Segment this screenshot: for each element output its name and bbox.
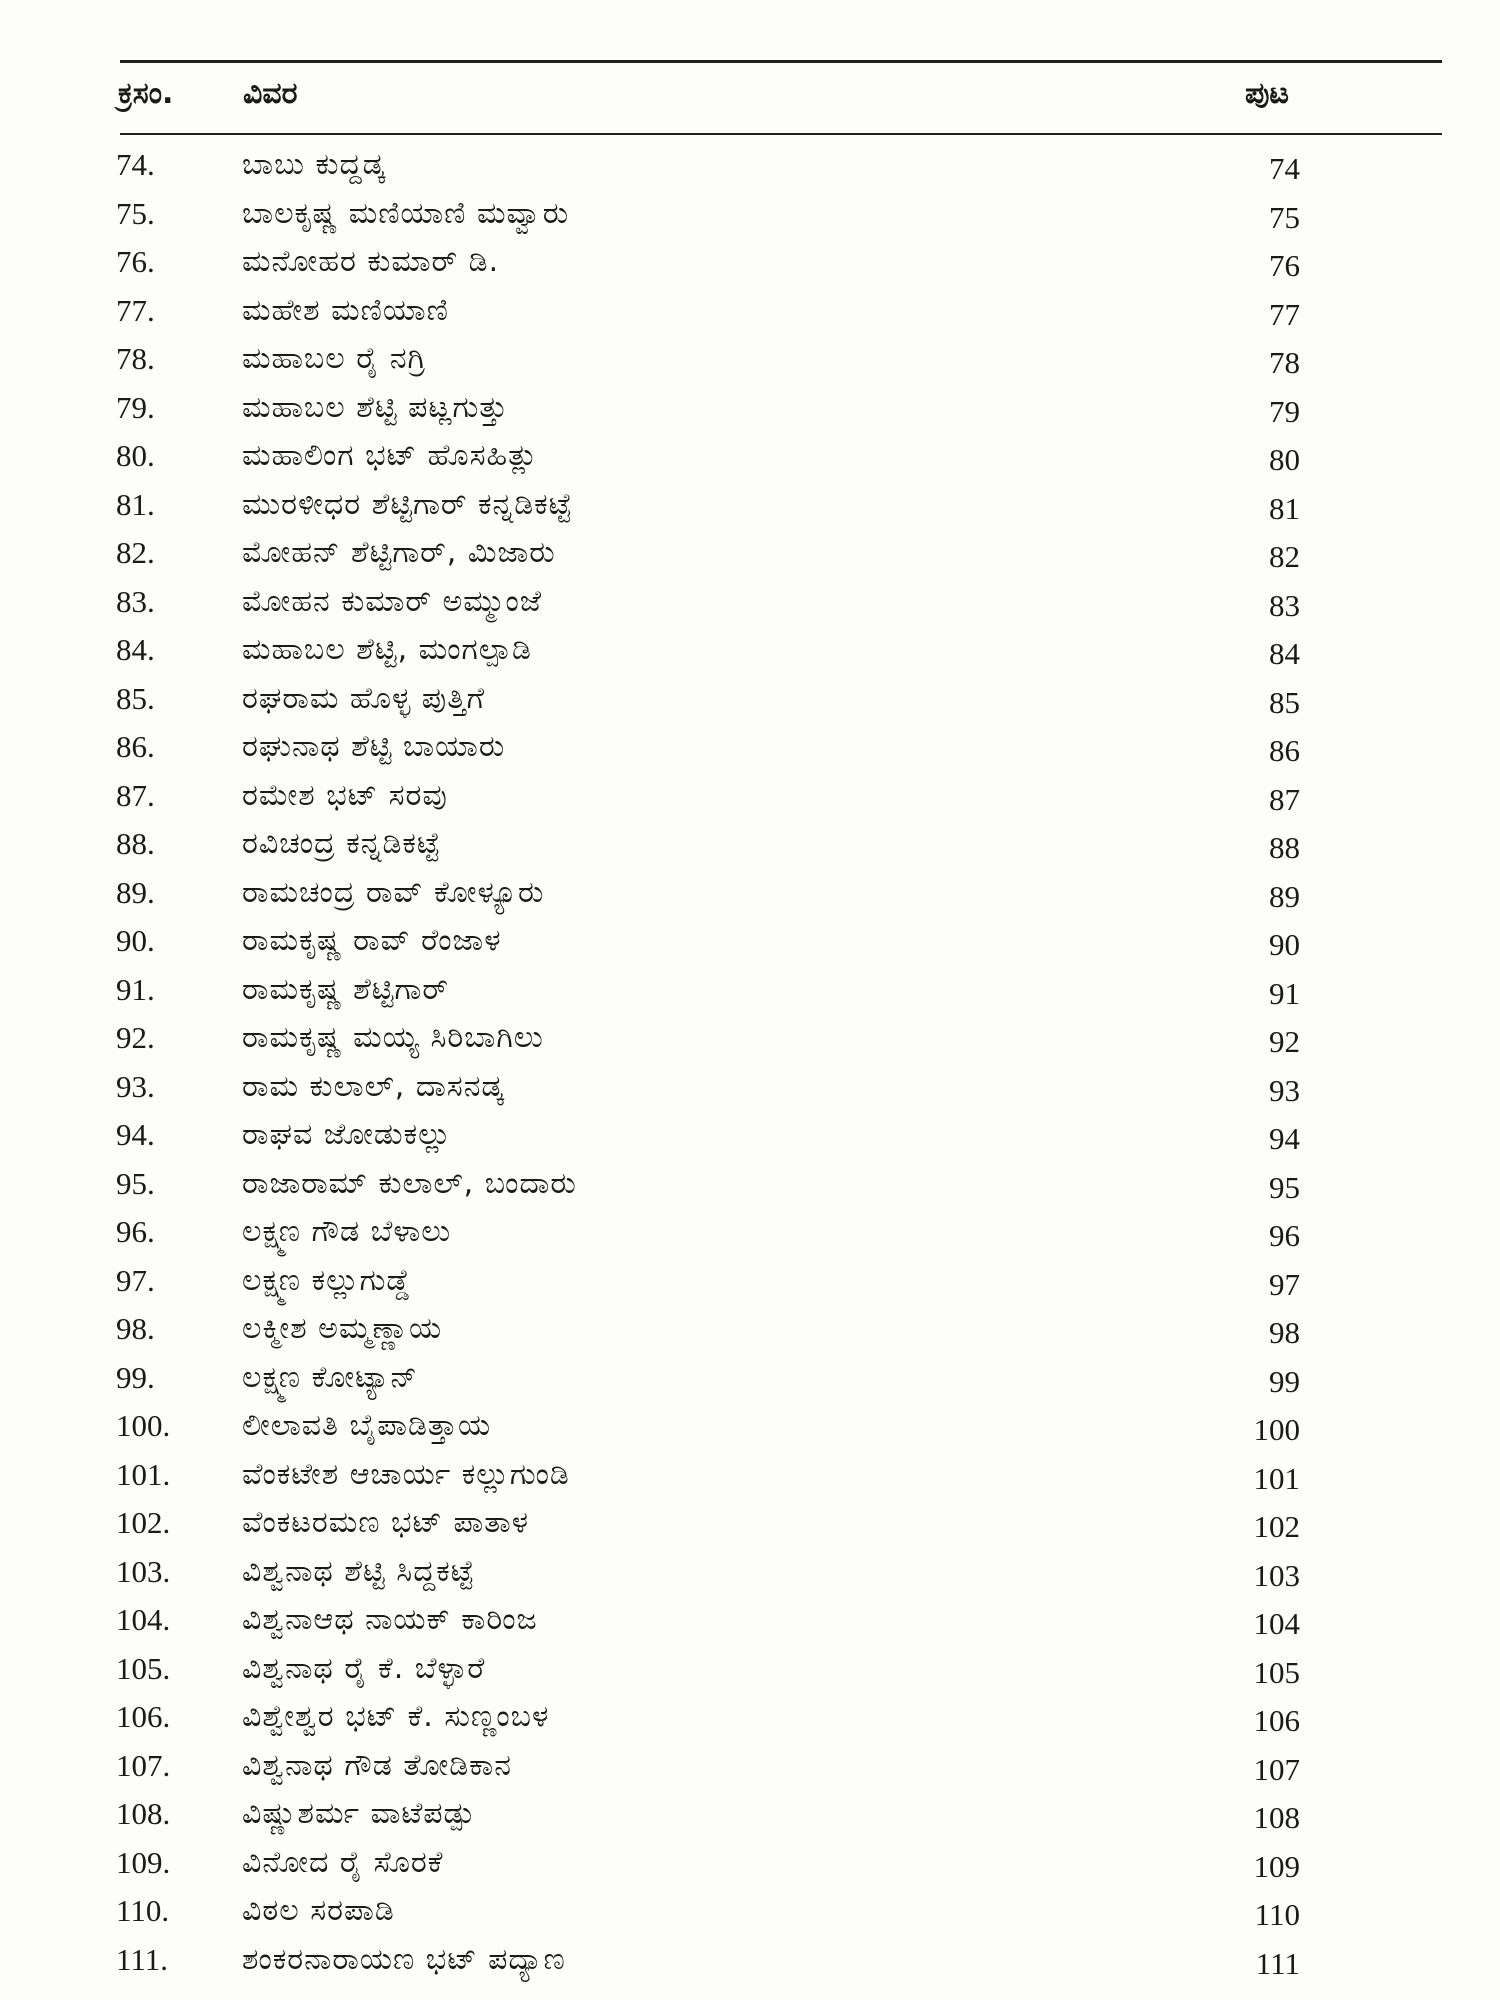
row-serial-number: 84. — [116, 632, 155, 667]
row-page-number: 78 — [1269, 345, 1300, 380]
row-page-number: 91 — [1269, 975, 1300, 1011]
row-page-number: 106 — [1253, 1703, 1300, 1738]
table-row — [0, 194, 1500, 243]
row-serial-number: 85. — [116, 680, 155, 716]
row-description: ವೆಂಕಟರಮಣ ಭಟ್ ಪಾತಾಳ — [242, 1505, 530, 1540]
table-row — [0, 679, 1500, 728]
row-page-number: 81 — [1269, 490, 1300, 526]
row-page-number: 99 — [1269, 1363, 1300, 1399]
row-serial-number: 86. — [116, 729, 155, 764]
row-serial-number: 94. — [116, 1117, 155, 1152]
header-serial-number: ಕ್ರಸಂ. — [118, 76, 174, 111]
row-description: ರಘರಾಮ ಹೊಳ್ಳ ಪುತ್ತಿಗೆ — [242, 680, 486, 716]
table-row — [0, 242, 1500, 291]
table-row — [0, 727, 1500, 776]
table-row — [0, 1794, 1500, 1843]
row-page-number: 111 — [1255, 1945, 1300, 1981]
table-row — [0, 291, 1500, 340]
row-description: ರಾಮ ಕುಲಾಲ್, ದಾಸನಡ್ಕ — [242, 1068, 505, 1104]
table-row — [0, 824, 1500, 873]
row-description: ರಾಮಕೃಷ್ಣ ಶೆಟ್ಟಿಗಾರ್ — [242, 971, 449, 1007]
row-description: ರಘುನಾಥ ಶೆಟ್ಟಿ ಬಾಯಾರು — [242, 729, 506, 764]
table-row — [0, 921, 1500, 970]
row-description: ವಿಶ್ವನಾಥ ಶೆಟ್ಟಿ ಸಿದ್ದಕಟ್ಟೆ — [242, 1553, 475, 1589]
row-serial-number: 81. — [116, 486, 155, 522]
table-row — [0, 1503, 1500, 1552]
row-serial-number: 93. — [116, 1068, 155, 1104]
row-page-number: 110 — [1254, 1897, 1300, 1932]
header-description: ವಿವರ — [243, 76, 298, 111]
row-serial-number: 97. — [116, 1262, 155, 1298]
row-page-number: 96 — [1269, 1218, 1300, 1253]
row-serial-number: 108. — [116, 1796, 171, 1831]
row-description: ಶಂಕರನಾರಾಯಣ ಭಟ್ ಪದ್ಯಾಣ — [242, 1941, 566, 1977]
row-page-number: 105 — [1253, 1654, 1300, 1690]
row-description: ಲೀಲಾವತಿ ಬೈಪಾಡಿತ್ತಾಯ — [242, 1408, 492, 1443]
row-page-number: 102 — [1253, 1509, 1300, 1544]
row-description: ಬಾಬು ಕುದ್ದಡ್ಕ — [242, 147, 386, 182]
row-page-number: 108 — [1253, 1800, 1300, 1835]
table-row — [0, 1455, 1500, 1504]
row-serial-number: 105. — [116, 1650, 171, 1686]
table-row — [0, 1940, 1500, 1989]
row-description: ವಿಶ್ವನಾಆಥ ನಾಯಕ್ ಕಾರಿಂಜ — [242, 1602, 538, 1637]
row-page-number: 84 — [1269, 636, 1300, 671]
row-page-number: 97 — [1269, 1266, 1300, 1302]
row-description: ಬಾಲಕೃಷ್ಣ ಮಣಿಯಾಣಿ ಮವ್ವಾರು — [242, 195, 570, 231]
row-page-number: 83 — [1269, 587, 1300, 623]
row-description: ಮುರಳೀಧರ ಶೆಟ್ಟಿಗಾರ್ ಕನ್ನಡಿಕಟ್ಟೆ — [242, 486, 573, 522]
row-description: ಮಹಾಲಿಂಗ ಭಟ್ ಹೊಸಹಿತ್ಲು — [242, 438, 539, 473]
table-row — [0, 1115, 1500, 1164]
table-row — [0, 1212, 1500, 1261]
table-row — [0, 1843, 1500, 1892]
row-description: ಮಹಾಬಲ ಶೆಟ್ಟಿ ಪಟ್ಲಗುತ್ತು — [242, 389, 509, 425]
table-body — [0, 145, 1500, 1988]
row-page-number: 101 — [1253, 1460, 1300, 1496]
row-serial-number: 98. — [116, 1311, 155, 1346]
row-description: ವಿಶ್ವನಾಥ ರೈ ಕೆ. ಬೆಳ್ಳಾರೆ — [242, 1650, 486, 1686]
row-page-number: 74 — [1269, 151, 1300, 186]
table-row — [0, 1261, 1500, 1310]
table-row — [0, 339, 1500, 388]
row-serial-number: 102. — [116, 1505, 171, 1540]
table-row — [0, 1067, 1500, 1116]
row-page-number: 104 — [1253, 1606, 1300, 1641]
row-serial-number: 103. — [116, 1553, 171, 1589]
row-page-number: 94 — [1269, 1121, 1300, 1156]
row-serial-number: 88. — [116, 826, 155, 861]
table-row — [0, 1649, 1500, 1698]
row-description: ಮಹೇಶ ಮಣಿಯಾಣಿ — [242, 292, 449, 328]
row-description: ಮಹಾಬಲ ಶೆಟ್ಟಿ, ಮಂಗಲ್ಪಾಡಿ — [242, 632, 532, 667]
row-page-number: 85 — [1269, 684, 1300, 720]
row-serial-number: 104. — [116, 1602, 171, 1637]
row-serial-number: 76. — [116, 244, 155, 279]
row-page-number: 93 — [1269, 1072, 1300, 1108]
row-page-number: 77 — [1269, 296, 1300, 332]
row-serial-number: 90. — [116, 923, 155, 958]
table-row — [0, 1552, 1500, 1601]
table-row — [0, 1746, 1500, 1795]
table-row — [0, 1600, 1500, 1649]
row-description: ಮಹಾಬಲ ರೈ ನಗ್ರಿ — [242, 341, 427, 376]
row-serial-number: 80. — [116, 438, 155, 473]
row-serial-number: 96. — [116, 1214, 155, 1249]
row-serial-number: 82. — [116, 535, 155, 570]
row-page-number: 79 — [1269, 393, 1300, 429]
row-page-number: 100 — [1253, 1412, 1300, 1447]
row-description: ಮನೋಹರ ಕುಮಾರ್ ಡಿ. — [242, 244, 500, 279]
row-description: ರಮೇಶ ಭಟ್ ಸರವು — [242, 777, 448, 813]
row-description: ರಾಜಾರಾಮ್ ಕುಲಾಲ್, ಬಂದಾರು — [242, 1165, 577, 1201]
table-row — [0, 1697, 1500, 1746]
row-page-number: 107 — [1253, 1751, 1300, 1787]
row-page-number: 82 — [1269, 539, 1300, 574]
table-row — [0, 1406, 1500, 1455]
row-serial-number: 106. — [116, 1699, 171, 1734]
table-row — [0, 873, 1500, 922]
table-row — [0, 1309, 1500, 1358]
row-page-number: 109 — [1253, 1848, 1300, 1884]
row-description: ಮೋಹನ್ ಶೆಟ್ಟಿಗಾರ್, ಮಿಜಾರು — [242, 535, 556, 570]
row-serial-number: 78. — [116, 341, 155, 376]
row-page-number: 103 — [1253, 1557, 1300, 1593]
table-row — [0, 436, 1500, 485]
row-description: ಲಕ್ಮೀಶ ಅಮ್ಮಣ್ಣಾಯ — [242, 1311, 443, 1346]
row-description: ಮೋಹನ ಕುಮಾರ್ ಅಮ್ಮುಂಜೆ — [242, 583, 543, 619]
row-description: ವಿಶ್ವೇಶ್ವರ ಭಟ್ ಕೆ. ಸುಣ್ಣಂಬಳ — [242, 1699, 550, 1734]
row-description: ರಾಮಕೃಷ್ಣ ರಾವ್ ರೆಂಜಾಳ — [242, 923, 502, 958]
row-serial-number: 87. — [116, 777, 155, 813]
table-row — [0, 630, 1500, 679]
row-page-number: 75 — [1269, 199, 1300, 235]
row-page-number: 90 — [1269, 927, 1300, 962]
table-header — [0, 72, 1500, 122]
row-description: ವಿಠಲ ಸರಪಾಡಿ — [242, 1893, 395, 1928]
row-description: ವಿಶ್ವನಾಥ ಗೌಡ ತೋಡಿಕಾನ — [242, 1747, 512, 1783]
row-page-number: 88 — [1269, 830, 1300, 865]
row-page-number: 89 — [1269, 878, 1300, 914]
row-serial-number: 91. — [116, 971, 155, 1007]
row-serial-number: 77. — [116, 292, 155, 328]
table-row — [0, 970, 1500, 1019]
table-row — [0, 776, 1500, 825]
row-serial-number: 111. — [116, 1941, 168, 1977]
table-row — [0, 1891, 1500, 1940]
table-row — [0, 1018, 1500, 1067]
row-serial-number: 101. — [116, 1456, 171, 1492]
row-description: ವೆಂಕಟೇಶ ಆಚಾರ್ಯ ಕಲ್ಲುಗುಂಡಿ — [242, 1456, 570, 1492]
row-serial-number: 83. — [116, 583, 155, 619]
table-row — [0, 485, 1500, 534]
row-description: ವಿನೋದ ರೈ ಸೊರಕೆ — [242, 1844, 444, 1880]
table-row — [0, 1164, 1500, 1213]
top-rule — [120, 60, 1442, 63]
row-description: ಲಕ್ಷ್ಮಣ ಕಲ್ಲುಗುಡ್ಡೆ — [242, 1262, 412, 1298]
table-row — [0, 145, 1500, 194]
row-page-number: 87 — [1269, 781, 1300, 817]
row-serial-number: 100. — [116, 1408, 171, 1443]
table-row — [0, 533, 1500, 582]
header-rule — [120, 133, 1442, 135]
row-serial-number: 107. — [116, 1747, 171, 1783]
row-serial-number: 89. — [116, 874, 155, 910]
row-description: ಲಕ್ಷ್ಮಣ ಕೋಟ್ಯಾನ್ — [242, 1359, 418, 1395]
row-page-number: 76 — [1269, 248, 1300, 283]
row-serial-number: 95. — [116, 1165, 155, 1201]
row-serial-number: 92. — [116, 1020, 155, 1055]
row-description: ಲಕ್ಷ್ಮಣ ಗೌಡ ಬೆಳಾಲು — [242, 1214, 452, 1249]
row-page-number: 86 — [1269, 733, 1300, 768]
row-page-number: 98 — [1269, 1315, 1300, 1350]
row-serial-number: 79. — [116, 389, 155, 425]
row-description: ರಾಮಕೃಷ್ಣ ಮಯ್ಯ ಸಿರಿಬಾಗಿಲು — [242, 1020, 544, 1055]
row-page-number: 80 — [1269, 442, 1300, 477]
table-row — [0, 388, 1500, 437]
row-page-number: 95 — [1269, 1169, 1300, 1205]
row-page-number: 92 — [1269, 1024, 1300, 1059]
row-serial-number: 110. — [116, 1893, 170, 1928]
row-serial-number: 74. — [116, 147, 155, 182]
row-serial-number: 99. — [116, 1359, 155, 1395]
row-description: ರಾಘವ ಜೋಡುಕಲ್ಲು — [242, 1117, 452, 1152]
row-description: ರಾಮಚಂದ್ರ ರಾವ್ ಕೋಳ್ಯೂರು — [242, 874, 545, 910]
row-serial-number: 75. — [116, 195, 155, 231]
header-page: ಪುಟ — [1245, 76, 1290, 111]
table-row — [0, 582, 1500, 631]
row-description: ವಿಷ್ಣುಶರ್ಮ ವಾಟೆಪಡ್ಪು — [242, 1796, 476, 1831]
row-description: ರವಿಚಂದ್ರ ಕನ್ನಡಿಕಟ್ಟೆ — [242, 826, 441, 861]
row-serial-number: 109. — [116, 1844, 171, 1880]
table-row — [0, 1358, 1500, 1407]
